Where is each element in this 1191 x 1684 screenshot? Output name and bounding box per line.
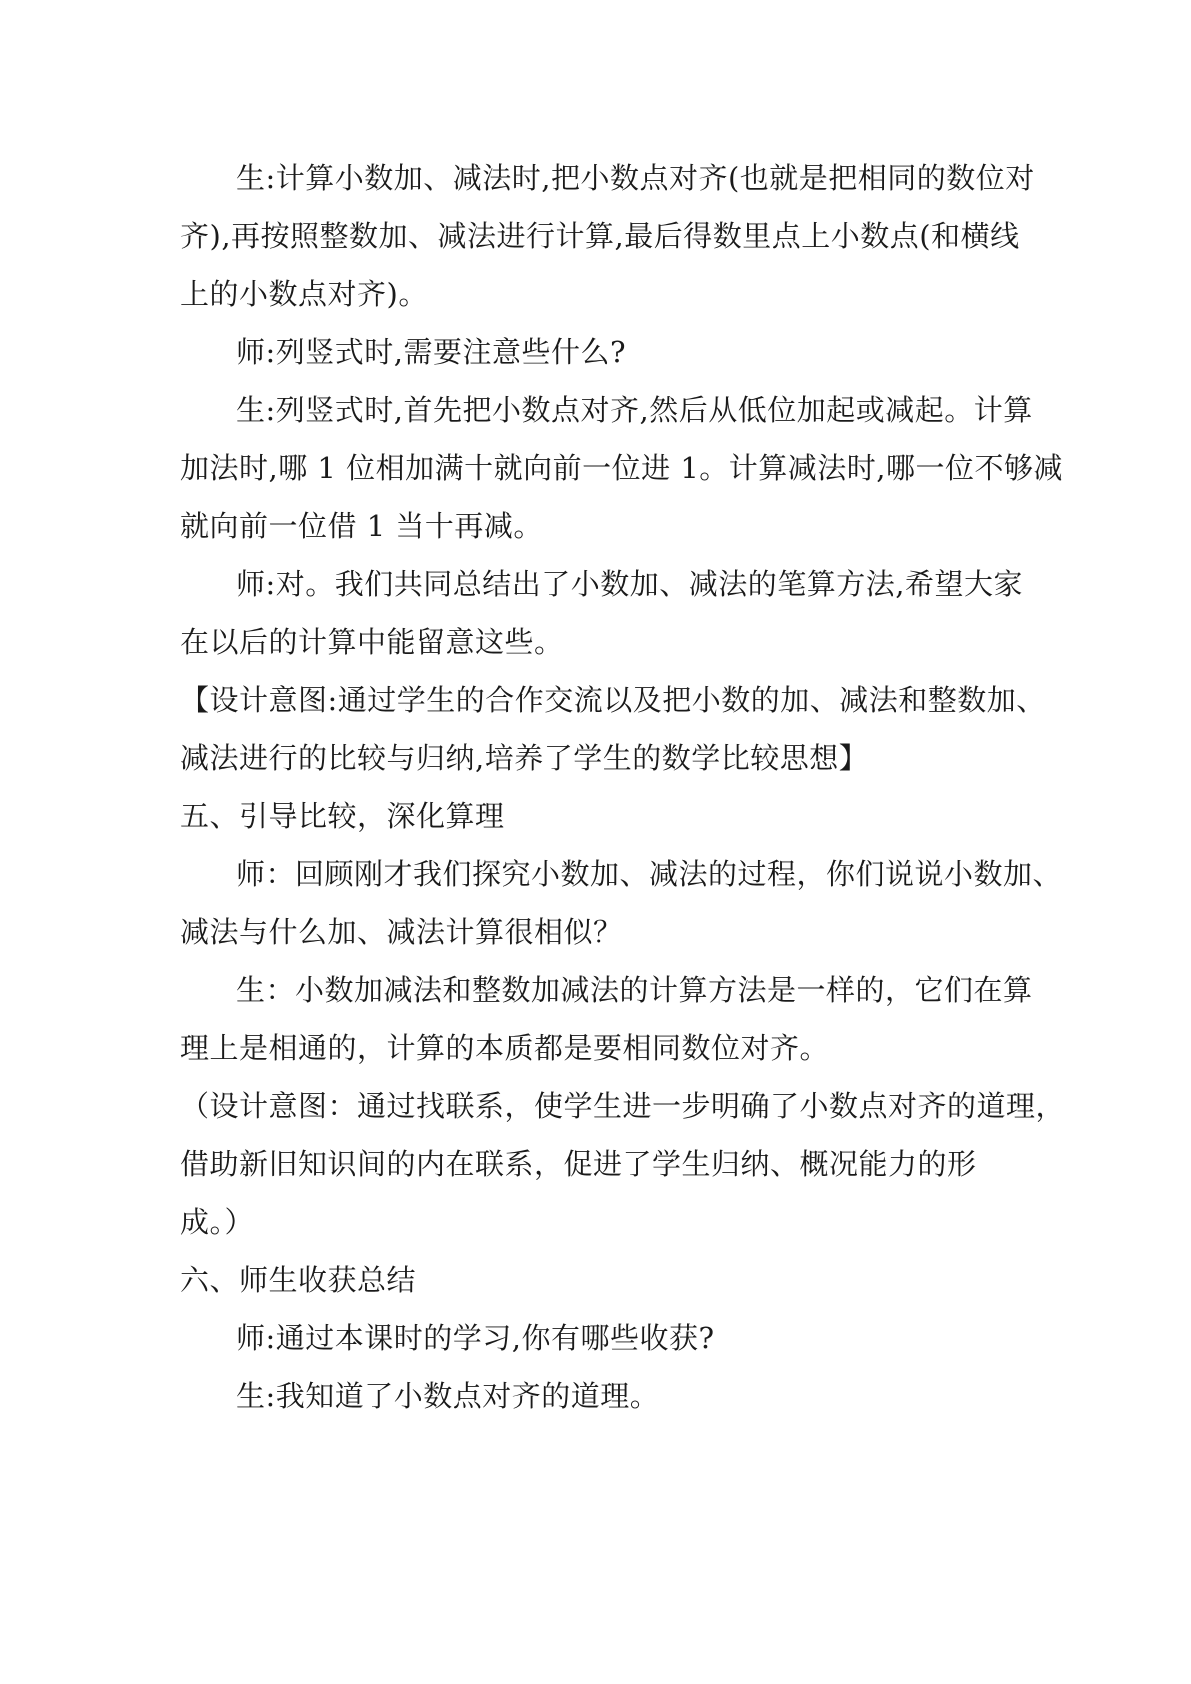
section-heading-six: 六、师生收获总结 <box>180 1263 417 1297</box>
design-intent-note-2-line-2: 借助新旧知识间的内在联系，促进了学生归纳、概况能力的形 <box>180 1147 977 1181</box>
paragraph-teacher-summary-line-2: 在以后的计算中能留意这些。 <box>180 625 564 659</box>
paragraph-student-reflection-line-2: 理上是相通的，计算的本质都是要相同数位对齐。 <box>180 1031 830 1065</box>
paragraph-teacher-review-line-2: 减法与什么加、减法计算很相似？ <box>180 915 623 949</box>
paragraph-student-answer-line-3: 就向前一位借 1 当十再减。 <box>180 509 543 543</box>
paragraph-teacher-summary-line-1: 师:对。我们共同总结出了小数加、减法的笔算方法,希望大家 <box>236 567 1023 601</box>
paragraph-student-line-3: 上的小数点对齐)。 <box>180 277 428 311</box>
design-intent-note-2-line-3: 成。） <box>180 1205 255 1239</box>
paragraph-teacher-final-question: 师:通过本课时的学习,你有哪些收获? <box>236 1321 715 1355</box>
paragraph-teacher-question: 师:列竖式时,需要注意些什么? <box>236 335 627 369</box>
paragraph-student-line-1: 生:计算小数加、减法时,把小数点对齐(也就是把相同的数位对 <box>236 161 1035 195</box>
section-heading-five: 五、引导比较，深化算理 <box>180 799 505 833</box>
paragraph-student-answer-line-1: 生:列竖式时,首先把小数点对齐,然后从低位加起或减起。计算 <box>236 393 1033 427</box>
design-intent-note-line-1: 【设计意图:通过学生的合作交流以及把小数的加、减法和整数加、 <box>180 683 1046 717</box>
paragraph-student-reflection-line-1: 生：小数加减法和整数加减法的计算方法是一样的，它们在算 <box>236 973 1033 1007</box>
design-intent-note-2-line-1: （设计意图：通过找联系，使学生进一步明确了小数点对齐的道理， <box>180 1089 1066 1123</box>
paragraph-teacher-review-line-1: 师：回顾刚才我们探究小数加、减法的过程，你们说说小数加、 <box>236 857 1063 891</box>
paragraph-student-answer-line-2: 加法时,哪 1 位相加满十就向前一位进 1。计算减法时,哪一位不够减 <box>180 451 1063 485</box>
design-intent-note-line-2: 减法进行的比较与归纳,培养了学生的数学比较思想】 <box>180 741 869 775</box>
paragraph-student-line-2: 齐),再按照整数加、减法进行计算,最后得数里点上小数点(和横线 <box>180 219 1020 253</box>
paragraph-student-final-answer: 生:我知道了小数点对齐的道理。 <box>236 1379 660 1413</box>
